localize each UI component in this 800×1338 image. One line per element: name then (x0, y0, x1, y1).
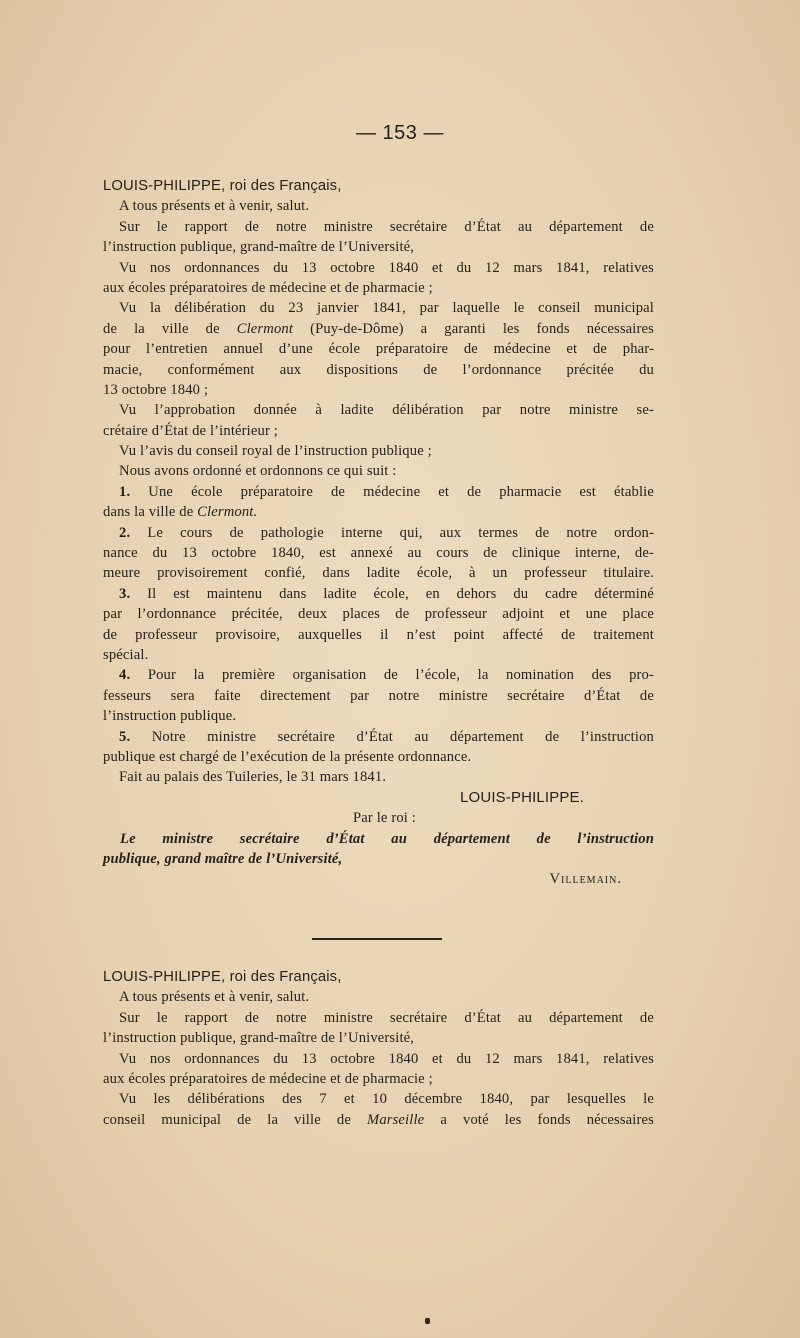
text-span: (Puy-de-Dôme) a garanti les fonds nécessaires (310, 320, 654, 337)
text-line: Sur le rapport de notre ministre secrétaire d’État au département de (119, 218, 654, 235)
text-span: Le cours de pathologie interne qui, aux termes de notre ordon- (147, 524, 654, 541)
text-line (103, 502, 654, 522)
text-span: Notre ministre secrétaire d’État au département de l’instruction (151, 728, 654, 745)
minister-title-cont: publique, grand maître de l’Université, (103, 850, 343, 867)
text-line: crétaire d’État de l’intérieur ; (103, 422, 278, 439)
article-5 (103, 727, 654, 747)
text-line: par l’ordonnance précitée, deux places de professeur adjoint et une place (103, 606, 654, 623)
signature-king: LOUIS-PHILIPPE. (460, 788, 584, 806)
article-number: 1. (119, 483, 131, 500)
article-4 (103, 665, 654, 685)
text-span: a voté les fonds nécessaires (440, 1111, 654, 1128)
text-line: 13 octobre 1840 ; (103, 381, 209, 398)
text-line: Vu nos ordonnances du 13 octobre 1840 et du 12 mars 1841, relatives (119, 1050, 654, 1067)
text-line: Vu nos ordonnances du 13 octobre 1840 et du 12 mars 1841, relatives (119, 259, 654, 276)
text-line: publique est chargé de l’exécution de la présente ordonnance. (103, 748, 472, 765)
text-line: l’instruction publique, grand-maître de l’Université, (103, 1030, 415, 1047)
par-le-roi: Par le roi : (353, 810, 416, 827)
text-line: spécial. (103, 646, 149, 663)
king-heading: LOUIS-PHILIPPE, roi des Français, (103, 969, 342, 985)
text-span: de la ville de (103, 320, 220, 337)
place-name: Clermont (236, 320, 294, 337)
ordinance-marseille (103, 967, 654, 1130)
text-span: Pour la première organisation de l’école, la nomination des pro- (147, 667, 654, 684)
text-line: Nous avons ordonné et ordonnons ce qui suit : (119, 463, 397, 480)
text-span: Une école préparatoire de médecine et de pharmacie est établie (148, 483, 654, 500)
text-line (103, 1110, 654, 1130)
text-line: pour l’entretien annuel d’une école préparatoire de médecine et de phar- (103, 341, 654, 358)
date-line: Fait au palais des Tuileries, le 31 mars 1841. (119, 769, 387, 786)
ink-speck (425, 1318, 430, 1324)
text-span: conseil municipal de la ville de (103, 1111, 351, 1128)
text-line: Vu les délibérations des 7 et 10 décembre 1840, par lesquelles le (119, 1091, 654, 1108)
place-name: Clermont. (197, 504, 258, 521)
text-line (103, 319, 654, 339)
text-line: Sur le rapport de notre ministre secrétaire d’État au département de (119, 1009, 654, 1026)
signature-minister: Villemain. (549, 871, 622, 888)
article-2 (103, 523, 654, 543)
salutation: A tous présents et à venir, salut. (119, 989, 310, 1006)
text-line: aux écoles préparatoires de médecine et de pharmacie ; (103, 1070, 433, 1087)
text-line: Vu la délibération du 23 janvier 1841, par laquelle le conseil municipal (119, 300, 654, 317)
separator-rule (312, 938, 442, 940)
text-span: Il est maintenu dans ladite école, en dehors du cadre déterminé (147, 585, 654, 602)
place-name: Marseille (367, 1111, 425, 1128)
text-line: l’instruction publique. (103, 708, 237, 725)
article-number: 2. (119, 524, 131, 541)
king-heading: LOUIS-PHILIPPE, roi des Français, (103, 178, 342, 194)
article-1 (103, 482, 654, 502)
article-3 (103, 584, 654, 604)
minister-title: Le ministre secrétaire d’État au département de l’instruction (120, 830, 654, 847)
text-line: macie, conformément aux dispositions de l’ordonnance précitée du (103, 361, 654, 378)
text-line: Vu l’approbation donnée à ladite délibération par notre ministre se- (119, 402, 654, 419)
text-line: nance du 13 octobre 1840, est annexé au cours de clinique interne, de- (103, 545, 654, 562)
text-line: l’instruction publique, grand-maître de l’Université, (103, 239, 415, 256)
text-line: fesseurs sera faite directement par notre ministre secrétaire d’État de (103, 687, 654, 704)
article-number: 4. (119, 667, 131, 684)
article-number: 5. (119, 728, 131, 745)
page-number: — 153 — (356, 122, 444, 144)
text-span: dans la ville de (103, 504, 194, 521)
text-line: aux écoles préparatoires de médecine et de pharmacie ; (103, 279, 433, 296)
ordinance-clermont (103, 176, 654, 890)
text-line: Vu l’avis du conseil royal de l’instruction publique ; (119, 443, 432, 460)
salutation: A tous présents et à venir, salut. (119, 198, 310, 215)
article-number: 3. (119, 585, 131, 602)
text-line: meure provisoirement confié, dans ladite école, à un professeur titulaire. (103, 565, 654, 582)
text-line: de professeur provisoire, auxquelles il n’est point affecté de traitement (103, 626, 654, 643)
